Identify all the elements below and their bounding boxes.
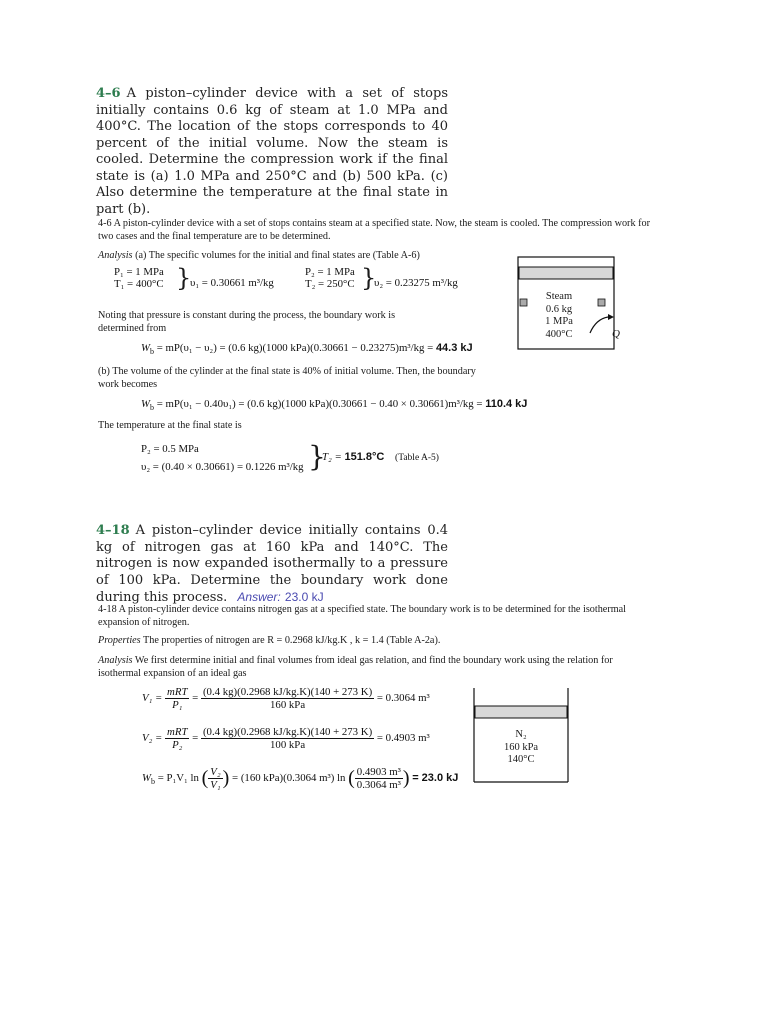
solution-4-18-intro: 4-18 A piston-cylinder device contains nitrogen gas at a specified state. The boundary work is to be determined for the isothermal expansion of nitrogen. bbox=[98, 604, 626, 628]
problem-number: 4–18 bbox=[96, 523, 130, 538]
final-temperature-value: 151.8°C bbox=[344, 451, 385, 463]
v1-lhs: V₁ = bbox=[142, 691, 163, 704]
work-symbol: W bbox=[141, 398, 150, 410]
work-expression: = mP(υ₁ − υ₂) = (0.6 kg)(1000 kPa)(0.30661 − 0.23275)m³/kg = bbox=[156, 342, 434, 354]
solution-4-18-properties bbox=[98, 635, 658, 648]
fraction-denominator: 0.3064 m³ bbox=[356, 779, 401, 791]
solution-4-6-analysis bbox=[98, 250, 518, 263]
stop-left bbox=[520, 299, 527, 306]
figure-line: 1 MPa bbox=[545, 316, 573, 327]
problem-4-18-statement bbox=[96, 523, 448, 607]
fraction-denominator: 100 kPa bbox=[270, 739, 306, 751]
work-expression: = mP(υ₁ − 0.40υ₁) = (0.6 kg)(1000 kPa)(0.30661 − 0.40 × 0.30661)m³/kg = bbox=[156, 398, 483, 410]
stop-right bbox=[598, 299, 605, 306]
final-pressure: P₂ = 0.5 MPa bbox=[141, 443, 199, 455]
figure-nitrogen-label bbox=[488, 729, 554, 767]
state1-brace: } bbox=[176, 264, 192, 292]
figure-line: 0.6 kg bbox=[545, 303, 573, 315]
work-evaluation: = (160 kPa)(0.3064 m³) ln bbox=[232, 771, 346, 784]
part-b-text: (b) The volume of the cylinder at the final state is 40% of initial volume. Then, the boundary work becomes bbox=[98, 366, 476, 390]
fraction-denominator: V₁ bbox=[210, 779, 221, 791]
v2-value-fraction bbox=[201, 726, 374, 751]
answer-label: Answer: bbox=[237, 590, 281, 604]
work-result: = 23.0 kJ bbox=[412, 771, 459, 784]
v2-equation: V₂ = $\frac{\text{mRT}}{\text{P₂}}$ = $\frac{(0.4 kg)(0.2968 kJ/kg.K)(140 + 273 K)}{\text{100 kPa}}$ = 0.4903 m³ bbox=[142, 726, 430, 751]
state2-block bbox=[305, 266, 355, 290]
fraction-denominator: P₁ bbox=[172, 699, 183, 711]
analysis-text: We first determine initial and final volumes from ideal gas relation, and find the boundary work using the relation for isothermal expansion of an ideal gas bbox=[98, 655, 613, 679]
problem-text: A piston–cylinder device with a set of stops initially contains 0.6 kg of steam at 1.0 MPa and 400°C. The location of the stops corresponds to 40 percent of the initial volume. Now the steam is cooled. Determine the compression work if the final state is (a) 1.0 MPa and 250°C and (b) 500 kPa. (c) Also determine the temperature at the final state in part (b). bbox=[96, 86, 448, 217]
v2-result: = 0.4903 m³ bbox=[376, 731, 430, 744]
properties-label: Properties bbox=[98, 635, 141, 646]
heat-arrow bbox=[590, 317, 608, 333]
v1-equation: V₁ = $\frac{\text{mRT}}{\text{P₁}}$ = $\frac{(0.4 kg)(0.2968 kJ/kg.K)(140 + 273 K)}{\text{160 kPa}}$ = 0.3064 m³ bbox=[142, 686, 430, 711]
analysis-text: (a) The specific volumes for the initial and final states are (Table A-6) bbox=[135, 250, 420, 261]
work-equation-a: $W_b = mP(\upsilon_1 - \upsilon_2) = (0.6$ kg)(1000 kPa)(0.30661 − 0.23275)m³/kg = 44.3 kJ bbox=[141, 342, 473, 357]
heat-q-label: Q bbox=[612, 328, 620, 340]
figure-line: 400°C bbox=[545, 328, 573, 340]
figure-line: Steam bbox=[545, 291, 573, 302]
fraction-numerator: (0.4 kg)(0.2968 kJ/kg.K)(140 + 273 K) bbox=[202, 726, 373, 738]
state2-volume: υ₂ = 0.23275 m³/kg bbox=[374, 277, 458, 289]
figure-steam-label bbox=[530, 291, 588, 341]
fraction-numerator: (0.4 kg)(0.2968 kJ/kg.K)(140 + 273 K) bbox=[202, 686, 373, 698]
work-formula: = P₁V₁ ln bbox=[157, 771, 199, 784]
ln-argument-fraction bbox=[355, 766, 403, 791]
fraction-numerator: mRT bbox=[167, 686, 188, 698]
state1-pressure: P₁ = 1 MPa bbox=[114, 266, 164, 278]
state1-volume: υ₁ = 0.30661 m³/kg bbox=[190, 277, 274, 289]
state1-temperature: T₁ = 400°C bbox=[114, 278, 164, 290]
solution-intro-text: 4-6 A piston-cylinder device with a set of stops contains steam at a specified state. Now, the steam is cooled. The compression work for two cases and the final temperature are to be determined. bbox=[98, 218, 650, 242]
problem-number: 4–6 bbox=[96, 86, 121, 101]
final-temperature-label: T₂ = bbox=[322, 451, 342, 463]
v2-formula-fraction bbox=[165, 726, 189, 751]
work-result-b: 110.4 kJ bbox=[485, 398, 528, 410]
properties-text: The properties of nitrogen are R = 0.2968 kJ/kg.K , k = 1.4 (Table A-2a). bbox=[143, 635, 441, 646]
figure-line: 140°C bbox=[507, 754, 535, 765]
v1-value-fraction bbox=[201, 686, 374, 711]
final-brace: } bbox=[308, 440, 326, 473]
figure-line: 160 kPa bbox=[503, 741, 539, 753]
state2-brace: } bbox=[361, 264, 377, 292]
final-state-block bbox=[141, 440, 304, 476]
analysis-label: Analysis bbox=[98, 250, 133, 261]
v1-result: = 0.3064 m³ bbox=[376, 691, 430, 704]
v2-lhs: V₂ = bbox=[142, 731, 163, 744]
noting-text: Noting that pressure is constant during the process, the boundary work is determined from bbox=[98, 310, 396, 334]
piston bbox=[475, 706, 567, 718]
fraction-denominator: P₂ bbox=[172, 739, 183, 751]
fraction-denominator: 160 kPa bbox=[270, 699, 306, 711]
work-symbol: W bbox=[142, 771, 151, 784]
work-equation-4-18: $W_b = P_1V_1$ ln ( $\frac{\text{V₂}}{\text{V₁}}$ ) = (160 kPa)(0.3064 m³) ln ( $\frac{\text{0.4903 m³}}{\text{0.3064 m³}}$ ) = 23.0 kJ bbox=[142, 766, 459, 791]
problem-text: A piston–cylinder device initially contains 0.4 kg of nitrogen gas at 160 kPa and 140°C. The nitrogen is now expanded isothermally to a pressure of 100 kPa. Determine the boundary work done during this process. bbox=[96, 523, 448, 605]
table-reference: (Table A-5) bbox=[395, 453, 439, 463]
problem-4-6-statement bbox=[96, 86, 448, 218]
temp-text: The temperature at the final state is bbox=[98, 420, 242, 431]
state1-block bbox=[114, 266, 164, 290]
analysis-label: Analysis bbox=[98, 655, 133, 666]
final-temperature bbox=[322, 451, 439, 463]
final-volume: υ₂ = (0.40 × 0.30661) = 0.1226 m³/kg bbox=[141, 461, 304, 473]
fraction-numerator: V₂ bbox=[210, 766, 221, 778]
fraction-numerator: mRT bbox=[167, 726, 188, 738]
fraction-numerator: 0.4903 m³ bbox=[356, 766, 401, 778]
solution-4-18-analysis bbox=[98, 655, 658, 680]
volume-ratio-fraction bbox=[208, 766, 222, 791]
v1-formula-fraction bbox=[165, 686, 189, 711]
answer-value: 23.0 kJ bbox=[284, 590, 324, 604]
state2-pressure: P₂ = 1 MPa bbox=[305, 266, 355, 278]
figure-line: N₂ bbox=[515, 729, 527, 740]
work-equation-b: $W_b = mP(\upsilon_1 - 0.40\upsilon_1) = (0.6$ kg)(1000 kPa)(0.30661 − 0.40 × 0.30661)m³/kg = 110.4 kJ bbox=[141, 398, 528, 413]
work-symbol: W bbox=[141, 342, 150, 354]
solution-4-6-intro bbox=[98, 218, 658, 243]
piston bbox=[519, 267, 613, 279]
work-result-a: 44.3 kJ bbox=[435, 342, 473, 354]
state2-temperature: T₂ = 250°C bbox=[305, 278, 355, 290]
